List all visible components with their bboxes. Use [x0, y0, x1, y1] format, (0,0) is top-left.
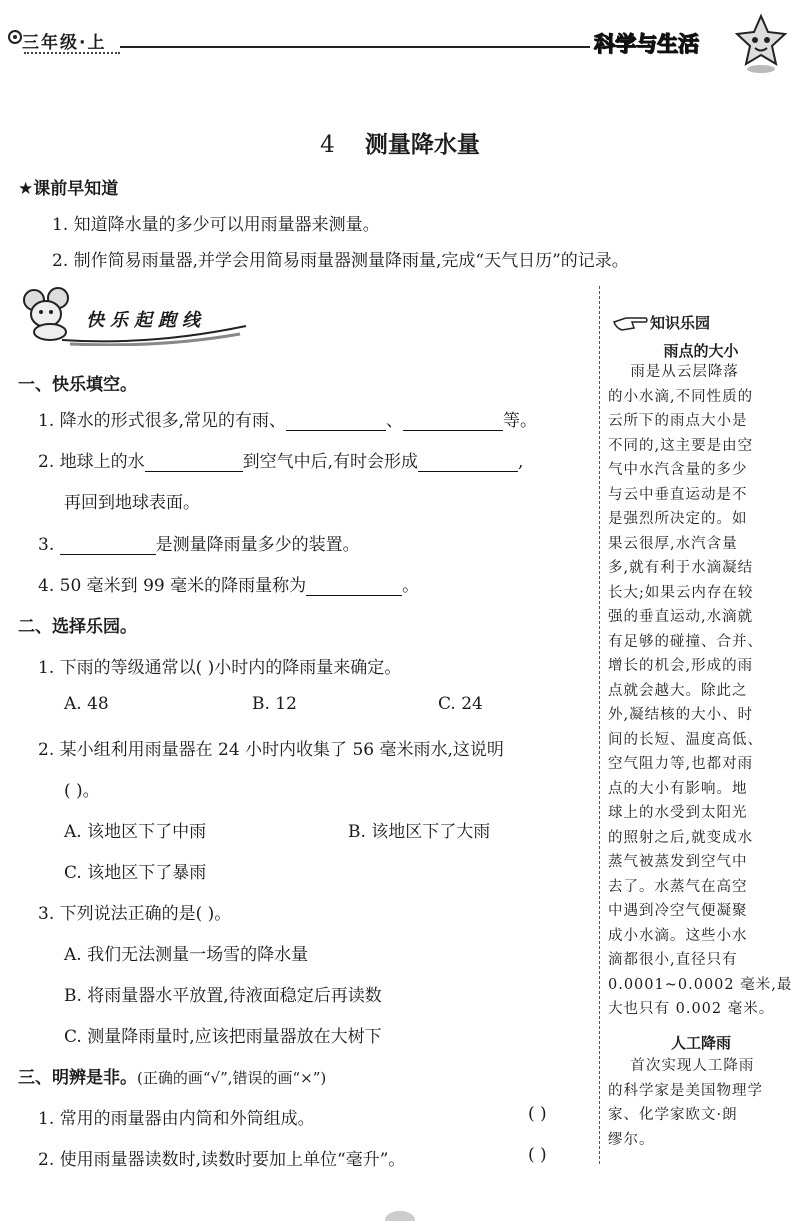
sidebar-line: 外,凝结核的大小、时 [608, 707, 754, 723]
sidebar-line: 间的长短、温度高低、 [608, 731, 763, 748]
sidebar-line: 首次实现人工降雨 [608, 1058, 755, 1074]
sidebar-line: 是强烈所决定的。如 [608, 511, 748, 527]
sidebar-line: 滴都很小,直径只有 [608, 952, 738, 968]
choice-q2-option-c[interactable]: C. 该地区下了暴雨 [64, 863, 207, 883]
answer-blank[interactable] [403, 412, 503, 431]
sidebar-paragraph-2 [608, 1054, 798, 1152]
section2-heading: 二、选择乐园。 [18, 617, 137, 637]
section3-note: (正确的画“√”,错误的画“×”) [137, 1069, 327, 1087]
fill-q1 [38, 406, 537, 431]
answer-blank[interactable] [60, 536, 156, 555]
lesson-title [0, 126, 800, 159]
sidebar-line: 家、化学家欧文·朗 [608, 1107, 738, 1123]
fill-q3-text: 是测量降雨量多少的装置。 [155, 535, 360, 555]
judge-q2-answer-box[interactable]: ( ) [528, 1145, 547, 1165]
fill-q2-end: , [518, 452, 524, 472]
header-dotted-rule [24, 52, 120, 54]
sidebar-line: 空气阻力等,也都对雨 [608, 756, 754, 772]
sidebar-line: 中遇到冷空气便凝聚 [608, 903, 748, 919]
grade-label: 三年级·上 [22, 33, 107, 53]
sidebar-heading-2: 人工降雨 [670, 1034, 731, 1052]
fill-q4 [38, 571, 419, 596]
sidebar-line: 的科学家是美国物理学 [608, 1082, 763, 1099]
sidebar-label: 知识乐园 [650, 314, 711, 332]
fill-q4-text: 4. 50 毫米到 99 毫米的降雨量称为 [38, 576, 307, 596]
header-rule [120, 46, 590, 48]
fill-q2-text: 2. 地球上的水 [38, 452, 145, 472]
lesson-title-text: 测量降水量 [364, 132, 480, 158]
choice-q2: 2. 某小组利用雨量器在 24 小时内收集了 56 毫米雨水,这说明 [38, 740, 504, 760]
fill-q3 [38, 530, 360, 555]
sidebar-line: 气中水汽含量的多少 [608, 462, 748, 478]
preview-heading: ★课前早知道 [18, 179, 119, 199]
choice-q2-option-b[interactable]: B. 该地区下了大雨 [348, 822, 491, 842]
choice-q1-option-a[interactable]: A. 48 [64, 694, 109, 714]
fill-q1-sep: 、 [386, 411, 404, 431]
sidebar-line: 果云很厚,水汽含量 [608, 535, 738, 552]
sidebar-line: 蒸气被蒸发到空气中 [608, 854, 748, 870]
sidebar-line: 的照射之后,就变成水 [608, 829, 754, 846]
choice-q2-line2: ( )。 [64, 781, 100, 801]
sidebar-line: 球上的水受到太阳光 [608, 805, 748, 821]
answer-blank[interactable] [286, 412, 386, 431]
choice-q3-option-a[interactable]: A. 我们无法测量一场雪的降水量 [64, 945, 309, 965]
fill-q2-line2: 再回到地球表面。 [64, 493, 200, 513]
fill-q1-end: 等。 [503, 411, 538, 431]
sidebar-line: 点的大小有影响。地 [608, 780, 748, 797]
section3-heading: 三、明辨是非。 [18, 1068, 137, 1088]
choice-q1-option-b[interactable]: B. 12 [252, 694, 297, 714]
fill-q3-num: 3. [38, 535, 60, 555]
sidebar-heading-1: 雨点的大小 [663, 342, 739, 360]
sidebar-line: 雨是从云层降落 [608, 364, 739, 380]
fill-q4-end: 。 [402, 576, 420, 596]
sidebar-line: 成小水滴。这些小水 [608, 927, 748, 944]
section3-header [18, 1063, 326, 1088]
section1-heading: 一、快乐填空。 [18, 375, 137, 395]
banner-title: 快乐起跑线 [86, 310, 206, 331]
pointing-hand-icon [612, 310, 648, 336]
answer-blank[interactable] [418, 453, 518, 472]
judge-q1: 1. 常用的雨量器由内筒和外筒组成。 [38, 1109, 315, 1129]
subject-label: 科学与生活 [594, 32, 699, 56]
answer-blank[interactable] [145, 453, 243, 472]
fill-q2 [38, 447, 523, 472]
sidebar-line: 不同的,这主要是由空 [608, 437, 754, 454]
fill-q1-text: 1. 降水的形式很多,常见的有雨、 [38, 411, 287, 431]
sidebar-line: 0.0001~0.0002 毫米,最 [608, 976, 793, 993]
sidebar-line: 长大;如果云内存在较 [608, 584, 754, 601]
sidebar-line: 增长的机会,形成的雨 [608, 658, 754, 674]
sidebar-line: 的小水滴,不同性质的 [608, 388, 754, 405]
lesson-number: 4 [320, 132, 335, 158]
sidebar-line: 去了。水蒸气在高空 [608, 878, 748, 895]
sidebar-line: 多,就有利于水滴凝结 [608, 560, 754, 576]
sidebar-line: 云所下的雨点大小是 [608, 413, 748, 429]
choice-q3: 3. 下列说法正确的是( )。 [38, 904, 232, 924]
sidebar-line: 点就会越大。除此之 [608, 682, 748, 699]
sidebar-divider [599, 286, 600, 1164]
choice-q3-option-b[interactable]: B. 将雨量器水平放置,待液面稳定后再读数 [64, 986, 382, 1006]
choice-q1: 1. 下雨的等级通常以( )小时内的降雨量来确定。 [38, 658, 402, 678]
preview-item-2: 2. 制作简易雨量器,并学会用简易雨量器测量降雨量,完成“天气日历”的记录。 [52, 251, 629, 271]
page-bottom-mark [384, 1206, 416, 1225]
preview-item-1: 1. 知道降水量的多少可以用雨量器来测量。 [52, 215, 380, 235]
answer-blank[interactable] [306, 577, 402, 596]
choice-q1-option-c[interactable]: C. 24 [438, 694, 483, 714]
choice-q2-option-a[interactable]: A. 该地区下了中雨 [64, 822, 207, 842]
judge-q2: 2. 使用雨量器读数时,读数时要加上单位“毫升”。 [38, 1150, 406, 1170]
sidebar-line: 有足够的碰撞、合并、 [608, 633, 763, 650]
sidebar-line: 与云中垂直运动是不 [608, 486, 748, 503]
choice-q3-option-c[interactable]: C. 测量降雨量时,应该把雨量器放在大树下 [64, 1027, 382, 1047]
sidebar-line: 缪尔。 [608, 1131, 655, 1148]
sidebar-paragraph-1 [608, 360, 798, 1022]
star-mascot-icon [733, 12, 789, 78]
sidebar-line: 大也只有 0.002 毫米。 [608, 1001, 775, 1017]
sidebar-line: 强的垂直运动,水滴就 [608, 609, 754, 625]
fill-q2-mid: 到空气中后,有时会形成 [242, 452, 419, 472]
judge-q1-answer-box[interactable]: ( ) [528, 1104, 547, 1124]
